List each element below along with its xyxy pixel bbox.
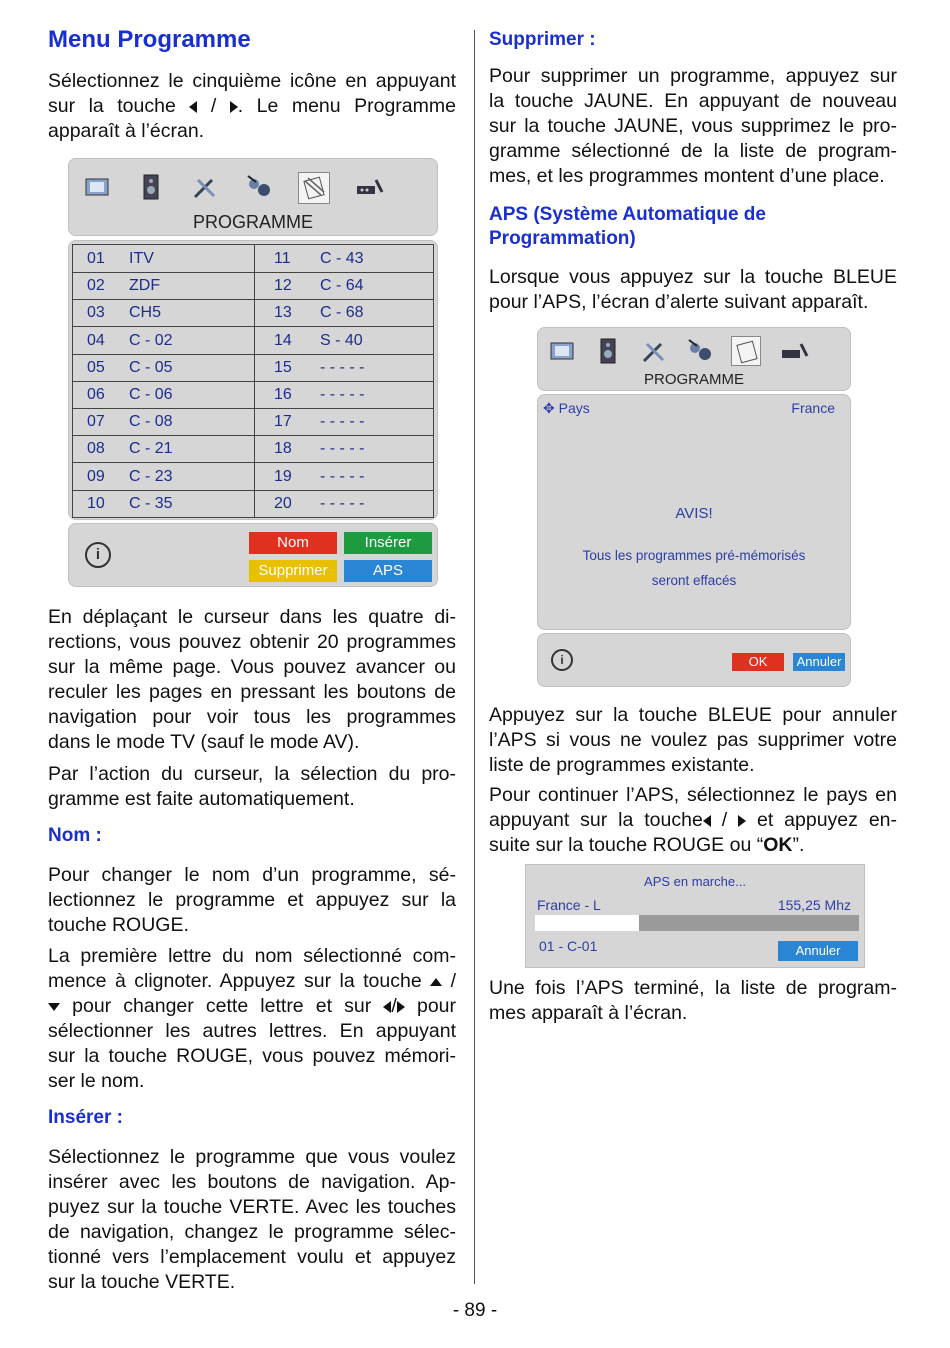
tools-icon[interactable] xyxy=(190,172,220,202)
programme-number: 20 xyxy=(274,494,292,512)
programme-menu-title: PROGRAMME xyxy=(192,212,313,232)
programme-name: - - - - - xyxy=(320,386,365,403)
aps-warning-panel xyxy=(537,394,851,630)
speaker-icon[interactable] xyxy=(593,336,621,364)
programme-number: 09 xyxy=(87,467,105,485)
programme-number: 03 xyxy=(87,304,105,322)
programme-name: C - 64 xyxy=(320,277,364,295)
aps-progress-fill xyxy=(535,915,639,931)
page-number: - 89 - xyxy=(452,1300,498,1321)
supprimer-heading: Supprimer : xyxy=(489,29,596,50)
paragraph-aps: Lorsque vous appuyez sur la touche BLEUE pour l’APS, l’écran d’alerte suivant apparaît. xyxy=(489,266,897,313)
tv-picture-icon[interactable] xyxy=(82,172,112,202)
programme-row[interactable] xyxy=(73,463,433,491)
programme-list-panel xyxy=(68,240,438,520)
paragraph-continuer: Pour continuer l’APS, sélectionnez le pays en appuyant sur la touche / et appuyez en- suite sur la touche ROUGE ou “OK”. xyxy=(489,784,898,856)
programme-row[interactable] xyxy=(73,272,433,300)
aps-menu-title: PROGRAMME xyxy=(643,371,744,388)
programme-number: 05 xyxy=(87,358,105,376)
supprimer-button[interactable]: Supprimer xyxy=(249,560,337,582)
programme-menu-header xyxy=(68,158,438,236)
programme-name: C - 23 xyxy=(129,467,173,485)
programme-number: 04 xyxy=(87,331,105,349)
programme-name: - - - - - xyxy=(320,494,365,512)
aps-menu-header xyxy=(537,327,851,391)
ok-button[interactable]: OK xyxy=(732,653,784,671)
move-icon: ✥ xyxy=(543,400,555,416)
programme-number: 11 xyxy=(274,250,291,267)
page-title: Menu Programme xyxy=(48,26,251,53)
aps-heading: APS (Système Automatique de Programmation) xyxy=(489,204,766,249)
paragraph-cursor: Par l’action du curseur, la sélection du pro- gramme est faite automatiquement. xyxy=(48,763,456,810)
arrow-right-icon xyxy=(230,101,238,113)
programme-row[interactable] xyxy=(73,299,433,327)
programme-number: 14 xyxy=(274,331,292,349)
programme-name: C - 02 xyxy=(129,331,173,349)
aps-channel: 01 - C-01 xyxy=(539,938,598,954)
programme-name: C - 08 xyxy=(129,413,173,431)
programme-list-icon[interactable] xyxy=(731,336,761,366)
programme-number: 06 xyxy=(87,386,105,403)
programme-name: - - - - - xyxy=(320,358,365,376)
programme-number: 01 xyxy=(87,250,105,267)
paragraph-inserer: Sélectionnez le programme que vous voulez insérer avec les boutons de navigation. Ap- puyez sur la touche VERTE. Avec les touches de navigation, changez le programme sélec- tionné vers l’emplacement voulu et appuyez sur la touche VERTE. xyxy=(48,1146,456,1293)
paragraph-fin: Une fois l’APS terminé, la liste de program- mes apparaît à l’écran. xyxy=(489,977,897,1024)
tools-icon[interactable] xyxy=(639,336,667,364)
speaker-icon[interactable] xyxy=(136,172,166,202)
arrow-left-icon xyxy=(703,815,711,827)
arrow-down-icon xyxy=(48,1003,60,1011)
paragraph-annuler: Appuyez sur la touche BLEUE pour annuler l’APS si vous ne voulez pas supprimer votre liste de programmes existante. xyxy=(489,704,897,776)
programme-menu-footer xyxy=(68,523,438,587)
inserer-button[interactable]: Insérer xyxy=(344,532,432,554)
programme-name: S - 40 xyxy=(320,331,363,349)
programme-number: 12 xyxy=(274,277,292,295)
features-icon[interactable] xyxy=(244,172,274,202)
programme-grid xyxy=(72,244,434,518)
programme-number: 08 xyxy=(87,440,105,458)
arrow-left-icon xyxy=(189,101,197,113)
nom-button[interactable]: Nom xyxy=(249,532,337,554)
programme-name: - - - - - xyxy=(320,467,365,485)
programme-row[interactable] xyxy=(73,245,433,273)
programme-name: - - - - - xyxy=(320,440,365,458)
aps-country: France - L xyxy=(537,897,601,913)
warning-message-line1: Tous les programmes pré-mémorisés xyxy=(582,548,806,563)
programme-number: 17 xyxy=(274,413,292,431)
avis-title: AVIS! xyxy=(675,505,713,522)
programme-number: 16 xyxy=(274,386,292,403)
intro-paragraph: Sélectionnez le cinquième icône en appuyant sur la touche / . Le menu Programme apparaît à l’écran. xyxy=(48,70,456,142)
programme-row[interactable] xyxy=(73,327,433,355)
warning-message-line2: seront effacés xyxy=(651,573,737,588)
features-icon[interactable] xyxy=(685,336,713,364)
installation-icon[interactable] xyxy=(779,336,807,364)
programme-number: 18 xyxy=(274,440,292,458)
programme-name: CH5 xyxy=(129,304,162,322)
programme-row[interactable] xyxy=(73,408,433,436)
tv-picture-icon[interactable] xyxy=(547,336,575,364)
column-divider xyxy=(474,30,475,1284)
programme-row[interactable] xyxy=(73,381,433,409)
installation-icon[interactable] xyxy=(354,172,384,202)
programme-name: C - 21 xyxy=(129,440,173,458)
programme-name: C - 05 xyxy=(129,358,173,376)
programme-row[interactable] xyxy=(73,354,433,382)
pays-row[interactable]: ✥ Pays xyxy=(543,400,590,416)
aps-menu-footer xyxy=(537,633,851,687)
aps-progress-title: APS en marche... xyxy=(644,874,746,889)
info-icon[interactable]: i xyxy=(85,542,111,568)
paragraph-supprimer: Pour supprimer un programme, appuyez sur la touche JAUNE. En appuyant de nouveau sur la touche JAUNE, vous supprimez le pro- gramme sélectionné de la liste de program- mes, et les programmes montent d’une place. xyxy=(489,65,897,187)
programme-row[interactable] xyxy=(73,435,433,463)
annuler-button[interactable]: Annuler xyxy=(793,653,845,671)
aps-frequency: 155,25 Mhz xyxy=(777,897,851,913)
aps-button[interactable]: APS xyxy=(344,560,432,582)
programme-number: 07 xyxy=(87,413,105,431)
programme-name: C - 06 xyxy=(129,386,173,403)
aps-progress-box xyxy=(525,864,865,968)
programme-name: C - 68 xyxy=(320,304,364,322)
programme-list-icon[interactable] xyxy=(298,172,330,204)
paragraph-navigation: En déplaçant le curseur dans les quatre di- rections, vous pouvez obtenir 20 programmes sur la même page. Vous pouvez avancer ou reculer les pages en pressant les boutons de navigation pour voir tous les programmes dans le mode TV (sauf le mode AV). xyxy=(48,606,456,753)
programme-name: - - - - - xyxy=(320,413,365,431)
programme-number: 13 xyxy=(274,304,292,322)
aps-progress-bar xyxy=(535,915,859,931)
aps-annuler-button[interactable]: Annuler xyxy=(778,941,858,961)
info-icon[interactable]: i xyxy=(551,649,573,671)
programme-name: ZDF xyxy=(129,277,161,295)
paragraph-nom: Pour changer le nom d’un programme, sé- lectionnez le programme et appuyez sur la touche ROUGE. xyxy=(48,864,456,936)
programme-name: ITV xyxy=(129,250,154,267)
programme-number: 02 xyxy=(87,277,105,295)
arrow-right-icon xyxy=(397,1001,405,1013)
programme-row[interactable] xyxy=(73,490,433,517)
programme-number: 10 xyxy=(87,494,105,512)
pays-value: France xyxy=(791,400,835,416)
inserer-heading: Insérer : xyxy=(48,1107,123,1128)
programme-name: C - 43 xyxy=(320,250,364,267)
programme-number: 15 xyxy=(274,358,292,376)
nom-heading: Nom : xyxy=(48,825,102,846)
arrow-right-icon xyxy=(738,815,746,827)
arrow-up-icon xyxy=(430,978,442,986)
programme-number: 19 xyxy=(274,467,292,485)
paragraph-letters: La première lettre du nom sélectionné com- mence à clignoter. Appuyez sur la touche / pour changer cette lettre et sur / pour sélectionner les autres lettres. En appuyant sur la touche ROUGE, vous pouvez mémori- ser le nom. xyxy=(48,945,457,1092)
programme-name: C - 35 xyxy=(129,494,173,512)
